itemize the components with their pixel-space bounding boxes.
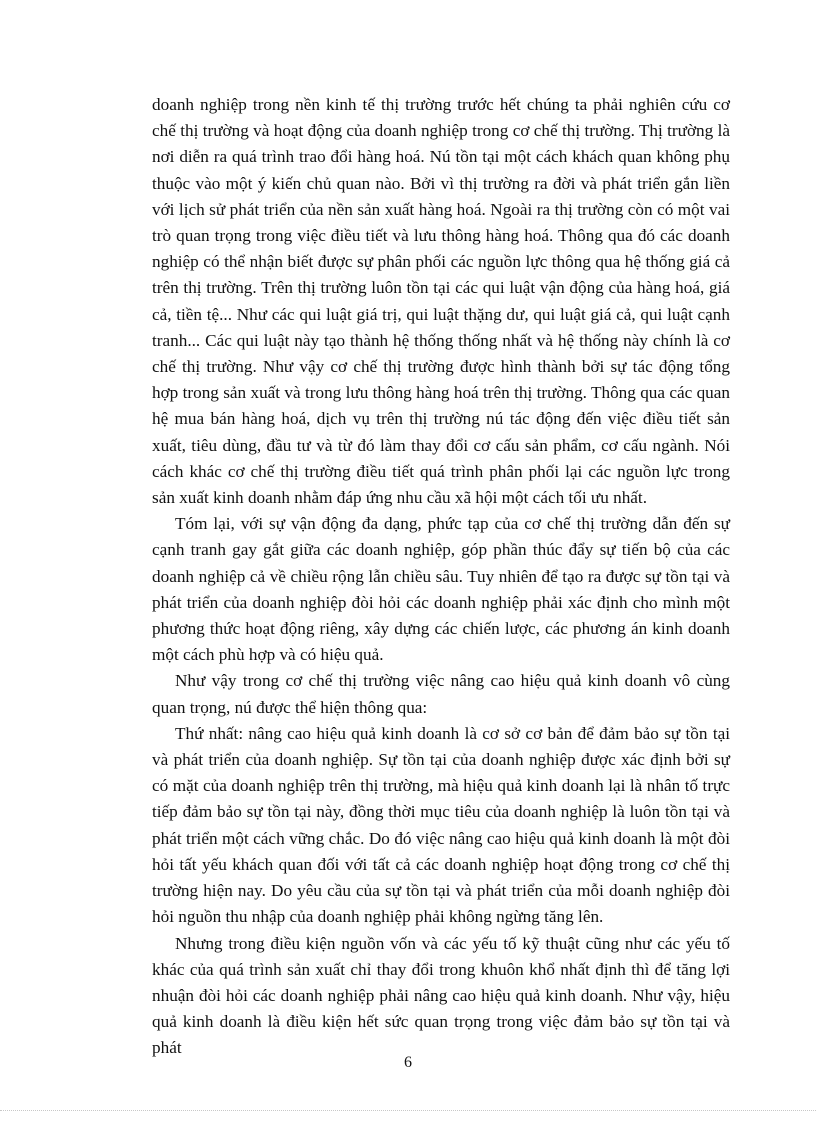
paragraph-summary: Tóm lại, với sự vận động đa dạng, phức tạp của cơ chế thị trường dẫn đến sự cạnh tranh gay gắt giữa các doanh nghiệp, góp phần thúc đẩy sự tiến bộ của các doanh nghiệp cả về chiều rộng lẫn chiều sâu. Tuy nhiên để tạo ra được sự tồn tại và phát triển của doanh nghiệp đòi hỏi các doanh nghiệp phải xác định cho mình một phương thức hoạt động riêng, xây dựng các chiến lược, các phương án kinh doanh một cách phù hợp và có hiệu quả. [152, 514, 730, 665]
paragraph-first-point: Thứ nhất: nâng cao hiệu quả kinh doanh là cơ sở cơ bản để đảm bảo sự tồn tại và phát triển của doanh nghiệp. Sự tồn tại của doanh nghiệp được xác định bởi sự có mặt của doanh nghiệp trên thị trường, mà hiệu quả kinh doanh lại là nhân tố trực tiếp đảm bảo sự tồn tại này, đồng thời mục tiêu của doanh nghiệp là luôn tồn tại và phát triển một cách vững chắc. Do đó việc nâng cao hiệu quả kinh doanh là một đòi hỏi tất yếu khách quan đối với tất cả các doanh nghiệp hoạt động trong cơ chế thị trường hiện nay. Do yêu cầu của sự tồn tại và phát triển của mỗi doanh nghiệp đòi hỏi nguồn thu nhập của doanh nghiệp phải không ngừng tăng lên. [152, 723, 730, 927]
paragraph-conditions: Nhưng trong điều kiện nguồn vốn và các yếu tố kỹ thuật cũng như các yếu tố khác của quá trình sản xuất chỉ thay đổi trong khuôn khổ nhất định thì để tăng lợi nhuận đòi hỏi các doanh nghiệp phải nâng cao hiệu quả kinh doanh. Như vậy, hiệu quả kinh doanh là điều kiện hết sức quan trọng trong việc đảm bảo sự tồn tại và phát [152, 933, 730, 1058]
page-bottom-divider [0, 1110, 816, 1111]
body-text [152, 92, 730, 1062]
paragraph-importance: Như vậy trong cơ chế thị trường việc nâng cao hiệu quả kinh doanh vô cùng quan trọng, nú được thể hiện thông qua: [152, 671, 730, 717]
paragraph-market-mechanism: doanh nghiệp trong nền kinh tế thị trường trước hết chúng ta phải nghiên cứu cơ chế thị trường và hoạt động của doanh nghiệp trong cơ chế thị trường. Thị trường là nơi diễn ra quá trình trao đổi hàng hoá. Nú tồn tại một cách khách quan không phụ thuộc vào một ý kiến chủ quan nào. Bởi vì thị trường ra đời và phát triển gắn liền với lịch sử phát triển của nền sản xuất hàng hoá. Ngoài ra thị trường còn có một vai trò quan trọng trong việc điều tiết và lưu thông hàng hoá. Thông qua đó các doanh nghiệp có thể nhận biết được sự phân phối các nguồn lực thông qua hệ thống giá cả trên thị trường. Trên thị trường luôn tồn tại các qui luật vận động của hàng hoá, giá cả, tiền tệ... Như các qui luật giá trị, qui luật thặng dư, qui luật giá cả, qui luật cạnh tranh... Các qui luật này tạo thành hệ thống thống nhất và hệ thống này chính là cơ chế thị trường. Như vậy cơ chế thị trường được hình thành bởi sự tác động tổng hợp trong sản xuất và trong lưu thông hàng hoá trên thị trường. Thông qua các quan hệ mua bán hàng hoá, dịch vụ trên thị trường nú tác động đến việc điều tiết sản xuất, tiêu dùng, đầu tư và từ đó làm thay đổi cơ cấu sản phẩm, cơ cấu ngành. Nói cách khác cơ chế thị trường điều tiết quá trình phân phối lại các nguồn lực trong sản xuất kinh doanh nhằm đáp ứng nhu cầu xã hội một cách tối ưu nhất. [152, 95, 730, 508]
page-number: 6 [404, 1054, 412, 1071]
